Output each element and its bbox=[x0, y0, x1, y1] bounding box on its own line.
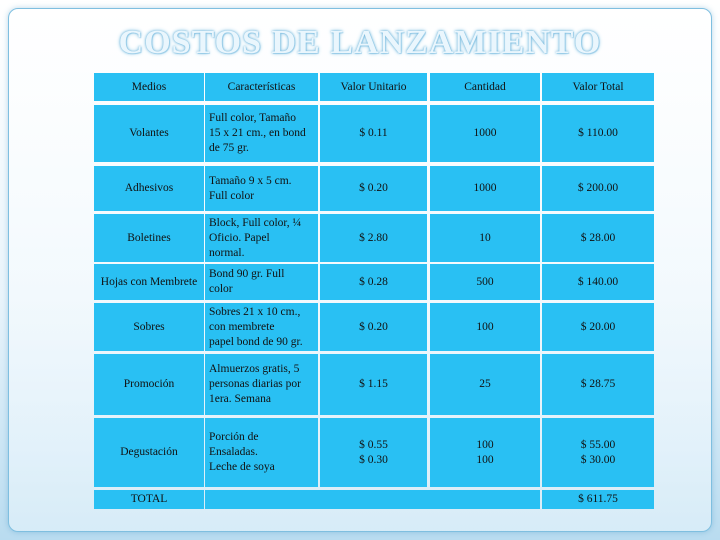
caracteristicas-line: con membrete bbox=[209, 320, 275, 333]
valor-total-cell bbox=[542, 418, 654, 487]
caracteristicas-line: Sobres 21 x 10 cm., bbox=[209, 305, 301, 318]
valor-total-cell bbox=[542, 214, 654, 262]
header-cell bbox=[430, 73, 540, 101]
caracteristicas-line: 1era. Semana bbox=[209, 393, 271, 405]
valor-unitario-cell bbox=[320, 105, 427, 162]
valor-total-value: $ 140.00 bbox=[577, 275, 619, 288]
caracteristicas-cell bbox=[205, 166, 318, 211]
header-cell bbox=[320, 73, 427, 101]
caracteristicas-cell bbox=[205, 303, 318, 351]
cantidad-cell bbox=[430, 105, 540, 162]
caracteristicas-line: de 75 gr. bbox=[209, 142, 249, 154]
caracteristicas-cell bbox=[205, 354, 318, 415]
valor-total-cell bbox=[542, 105, 654, 162]
medio-cell bbox=[94, 418, 204, 487]
caracteristicas-cell bbox=[205, 214, 318, 262]
total-spacer-cell bbox=[205, 490, 540, 509]
cantidad-value: 1000 bbox=[473, 127, 497, 139]
caracteristicas-line: Porción de bbox=[209, 431, 259, 443]
header-label: Valor Unitario bbox=[340, 80, 407, 93]
total-label-cell bbox=[94, 490, 204, 509]
total-label: TOTAL bbox=[130, 493, 168, 505]
valor-unitario-value: $ 2.80 bbox=[359, 231, 388, 244]
valor-unitario-value: $ 0.28 bbox=[359, 275, 388, 288]
cantidad-value: 1000 bbox=[473, 182, 497, 194]
medio-cell bbox=[94, 105, 204, 162]
header-label: Medios bbox=[131, 80, 167, 93]
valor-total-value: $ 200.00 bbox=[577, 182, 619, 194]
medio-label: Adhesivos bbox=[124, 182, 174, 194]
caracteristicas-line: Almuerzos gratis, 5 bbox=[209, 363, 300, 375]
cantidad-cell bbox=[430, 264, 540, 300]
medio-label: Boletines bbox=[127, 231, 171, 244]
valor-unitario-cell bbox=[320, 166, 427, 211]
caracteristicas-line: personas diarias por bbox=[209, 378, 301, 390]
valor-total-value: $ 55.00 bbox=[580, 438, 616, 451]
caracteristicas-line: color bbox=[209, 283, 233, 295]
valor-unitario-value: $ 1.15 bbox=[359, 378, 388, 390]
valor-unitario-cell bbox=[320, 214, 427, 262]
medio-label: Sobres bbox=[133, 320, 165, 333]
caracteristicas-line: Block, Full color, ¼ bbox=[209, 216, 302, 229]
total-value: $ 611.75 bbox=[578, 493, 618, 505]
valor-total-cell bbox=[542, 354, 654, 415]
caracteristicas-line: Leche de soya bbox=[209, 461, 275, 473]
cantidad-cell bbox=[430, 354, 540, 415]
valor-total-cell bbox=[542, 264, 654, 300]
cantidad-value: 100 bbox=[476, 438, 494, 451]
caracteristicas-line: Tamaño 9 x 5 cm. bbox=[209, 174, 292, 187]
valor-unitario-cell bbox=[320, 264, 427, 300]
valor-unitario-value: $ 0.55 bbox=[359, 438, 388, 451]
cantidad-value: 10 bbox=[479, 231, 491, 244]
header-cell bbox=[205, 73, 318, 101]
total-value-cell bbox=[542, 490, 654, 509]
medio-label: Volantes bbox=[129, 127, 169, 139]
valor-total-cell bbox=[542, 303, 654, 351]
header-label: Cantidad bbox=[464, 80, 506, 93]
medio-cell bbox=[94, 303, 204, 351]
cantidad-cell bbox=[430, 214, 540, 262]
medio-label: Promoción bbox=[123, 378, 175, 390]
caracteristicas-line: papel bond de 90 gr. bbox=[209, 335, 303, 348]
valor-total-value: $ 110.00 bbox=[578, 127, 618, 139]
valor-total-value: $ 28.00 bbox=[580, 231, 616, 244]
cantidad-value: 100 bbox=[476, 320, 494, 333]
valor-unitario-cell bbox=[320, 418, 427, 487]
medio-cell bbox=[94, 166, 204, 211]
header-cell bbox=[94, 73, 204, 101]
valor-unitario-cell bbox=[320, 354, 427, 415]
valor-total-cell bbox=[542, 166, 654, 211]
caracteristicas-cell bbox=[205, 105, 318, 162]
medio-label: Hojas con Membrete bbox=[100, 275, 198, 288]
valor-unitario-value: $ 0.20 bbox=[359, 182, 388, 194]
caracteristicas-line: normal. bbox=[209, 246, 245, 259]
slide-title: COSTOS DE LANZAMIENTO bbox=[118, 24, 602, 61]
medio-label: Degustación bbox=[120, 446, 178, 458]
valor-unitario-value: $ 0.30 bbox=[359, 453, 388, 466]
header-cell bbox=[542, 73, 654, 101]
medio-cell bbox=[94, 264, 204, 300]
valor-total-value: $ 30.00 bbox=[580, 453, 616, 466]
cantidad-value: 25 bbox=[479, 378, 491, 390]
caracteristicas-line: Oficio. Papel bbox=[209, 231, 270, 244]
caracteristicas-line: Full color, Tamaño bbox=[209, 112, 296, 124]
valor-unitario-value: $ 0.11 bbox=[359, 127, 388, 139]
valor-total-value: $ 28.75 bbox=[580, 378, 616, 390]
medio-cell bbox=[94, 354, 204, 415]
caracteristicas-line: 15 x 21 cm., en bond bbox=[209, 127, 306, 139]
cantidad-value: 100 bbox=[476, 453, 494, 466]
caracteristicas-line: Ensaladas. bbox=[209, 446, 258, 458]
cantidad-cell bbox=[430, 166, 540, 211]
valor-unitario-value: $ 0.20 bbox=[359, 320, 388, 333]
cantidad-value: 500 bbox=[476, 275, 494, 288]
caracteristicas-cell bbox=[205, 418, 318, 487]
valor-unitario-cell bbox=[320, 303, 427, 351]
header-label: Características bbox=[227, 80, 296, 93]
header-label: Valor Total bbox=[572, 80, 624, 93]
valor-total-value: $ 20.00 bbox=[580, 320, 616, 333]
caracteristicas-cell bbox=[205, 264, 318, 300]
caracteristicas-line: Full color bbox=[209, 189, 255, 202]
cantidad-cell bbox=[430, 303, 540, 351]
caracteristicas-line: Bond 90 gr. Full bbox=[209, 268, 285, 280]
medio-cell bbox=[94, 214, 204, 262]
cantidad-cell bbox=[430, 418, 540, 487]
